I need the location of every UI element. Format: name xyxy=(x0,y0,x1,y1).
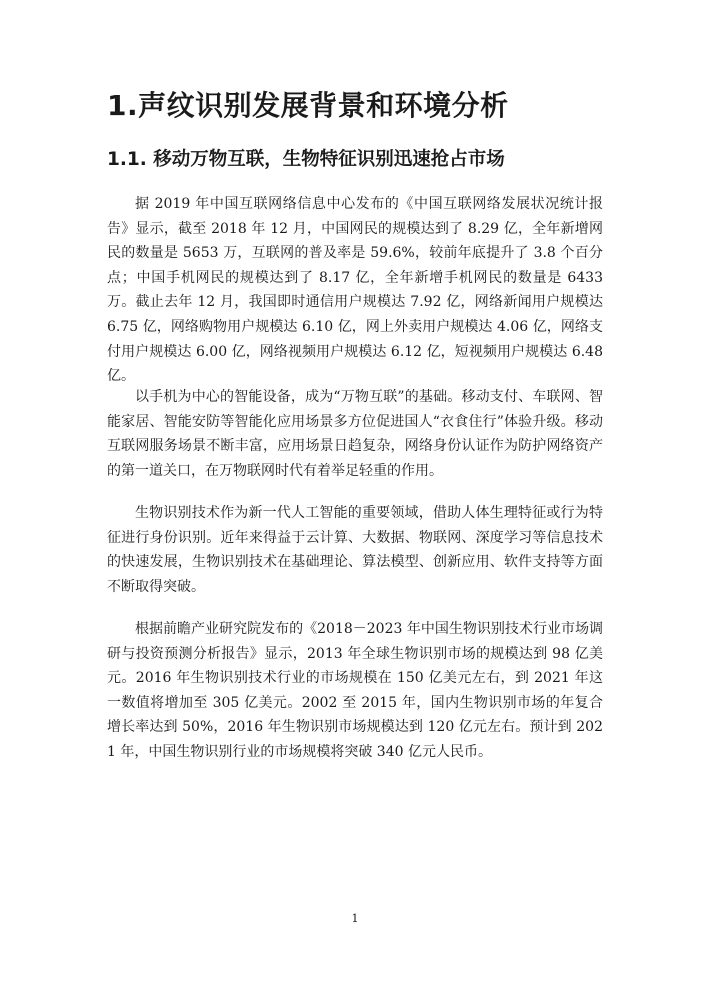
page-number: 1 xyxy=(351,912,359,925)
body-paragraph-internet-of-things: 以手机为中心的智能设备，成为“万物互联”的基础。移动支付、车联网、智能家居、智能安防等智能化应用场景多方位促进国人“衣食住行”体验升级。移动互联网服务场景不断丰富，应用场景日趋复杂，网络身份认证作为防护网络资产的第一道关口，在万物联网时代有着举足轻重的作用。 xyxy=(107,389,603,479)
body-paragraph-market-size: 根据前瞻产业研究院发布的《2018－2023 年中国生物识别技术行业市场调研与投资预测分析报告》显示，2013 年全球生物识别市场的规模达到 98 亿美元。2016 年生物识别技术行业的市场规模在 150 亿美元左右，到 2021 年这一数值将增加至 305 亿美元。2002 至 2015 年，国内生物识别市场的年复合增长率达到 50%，2016 年生物识别市场规模达到 120 亿元左右。预计到 2021 年，中国生物识别行业的市场规模将突破 340 亿元人民币。 xyxy=(107,621,603,760)
section-heading: 1.1. 移动万物互联，生物特征识别迅速抢占市场 xyxy=(107,149,505,170)
body-paragraph-biometric-technology: 生物识别技术作为新一代人工智能的重要领域，借助人体生理特征或行为特征进行身份识别。近年来得益于云计算、大数据、物联网、深度学习等信息技术的快速发展，生物识别技术在基础理论、算法模型、创新应用、软件支持等方面不断取得突破。 xyxy=(107,505,603,595)
body-paragraph-internet-statistics: 据 2019 年中国互联网络信息中心发布的《中国互联网络发展状况统计报告》显示，截至 2018 年 12 月，中国网民的规模达到了 8.29 亿，全年新增网民的数量是 5653 万，互联网的普及率是 59.6%，较前年底提升了 3.8 个百分点；中国手机网民的规模达到了 8.17 亿，全年新增手机网民的数量是 6433 万。截止去年 12 月，我国即时通信用户规模达 7.92 亿，网络新闻用户规模达 6.75 亿，网络购物用户规模达 6.10 亿，网上外卖用户规模达 4.06 亿，网络支付用户规模达 6.00 亿，网络视频用户规模达 6.12 亿，短视频用户规模达 6.48 亿。 xyxy=(107,196,603,385)
chapter-heading: 1.声纹识别发展背景和环境分析 xyxy=(107,89,509,122)
